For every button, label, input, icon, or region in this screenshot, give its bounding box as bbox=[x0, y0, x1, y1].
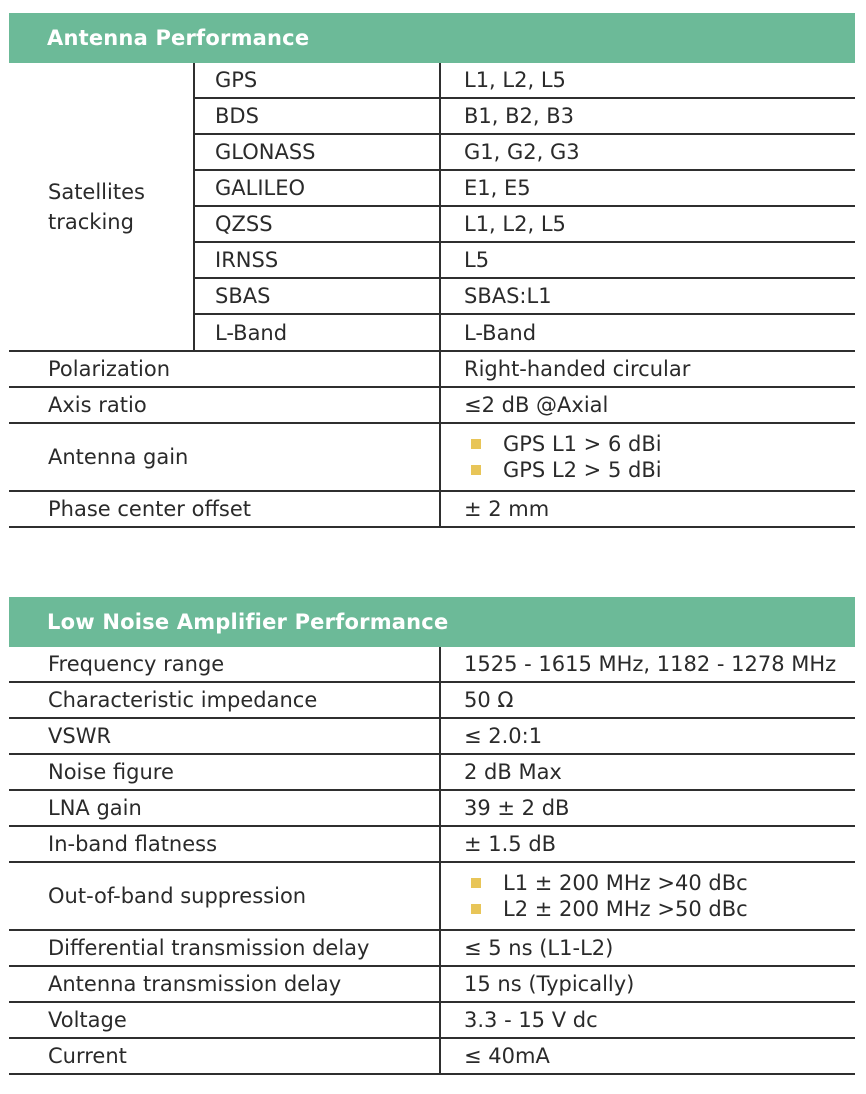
suppression-value: L2 ± 200 MHz >50 dBc bbox=[503, 897, 748, 921]
table-row bbox=[9, 931, 855, 967]
system-bands: SBAS:L1 bbox=[439, 279, 855, 313]
row-label: Characteristic impedance bbox=[48, 688, 318, 712]
section-title: Antenna Performance bbox=[47, 26, 310, 50]
table-row bbox=[9, 683, 855, 719]
system-bands: B1, B2, B3 bbox=[439, 99, 855, 133]
list-item bbox=[471, 871, 748, 895]
row-label: Differential transmission delay bbox=[48, 936, 370, 960]
antenna-performance-header bbox=[9, 13, 855, 63]
list-item bbox=[471, 432, 662, 456]
row-value: 3.3 - 15 V dc bbox=[439, 1003, 855, 1037]
row-value: 2 dB Max bbox=[439, 755, 855, 789]
system-bands: G1, G2, G3 bbox=[439, 135, 855, 169]
bullet-square-icon bbox=[471, 878, 481, 888]
lna-performance-table bbox=[9, 597, 855, 1075]
row-label: Axis ratio bbox=[48, 393, 147, 417]
satellites-list bbox=[193, 63, 855, 350]
satellites-tracking-block bbox=[9, 63, 855, 352]
row-label: Out-of-band suppression bbox=[48, 884, 307, 908]
table-row bbox=[9, 791, 855, 827]
system-name: L-Band bbox=[215, 321, 288, 345]
table-row bbox=[9, 827, 855, 863]
row-value: 1525 - 1615 MHz, 1182 - 1278 MHz bbox=[439, 647, 855, 681]
row-label: Noise figure bbox=[48, 760, 174, 784]
table-row bbox=[195, 315, 855, 351]
row-value: ± 1.5 dB bbox=[439, 827, 855, 861]
row-label: Current bbox=[48, 1044, 127, 1068]
system-name: SBAS bbox=[215, 284, 271, 308]
table-row bbox=[195, 99, 855, 135]
row-label: Polarization bbox=[48, 357, 171, 381]
table-row bbox=[9, 719, 855, 755]
suppression-row bbox=[9, 863, 855, 931]
row-label: Phase center offset bbox=[48, 497, 252, 521]
phase-center-row bbox=[9, 492, 855, 528]
row-value: ≤ 40mA bbox=[439, 1039, 855, 1073]
system-name: GALILEO bbox=[215, 176, 306, 200]
system-bands: E1, E5 bbox=[439, 171, 855, 205]
system-name: GPS bbox=[215, 68, 258, 92]
system-name: BDS bbox=[215, 104, 259, 128]
gain-list bbox=[464, 432, 662, 482]
gain-value: GPS L2 > 5 dBi bbox=[503, 458, 662, 482]
table-row bbox=[9, 967, 855, 1003]
antenna-performance-table bbox=[9, 13, 855, 528]
table-row bbox=[195, 279, 855, 315]
system-bands: L5 bbox=[439, 243, 855, 277]
row-label: Antenna transmission delay bbox=[48, 972, 342, 996]
table-row bbox=[9, 1003, 855, 1039]
list-item bbox=[471, 458, 662, 482]
row-label: VSWR bbox=[48, 724, 112, 748]
row-value: ≤2 dB @Axial bbox=[439, 388, 855, 422]
suppression-value: L1 ± 200 MHz >40 dBc bbox=[503, 871, 748, 895]
row-value: ≤ 2.0:1 bbox=[439, 719, 855, 753]
polarization-row bbox=[9, 352, 855, 388]
table-row bbox=[9, 1039, 855, 1075]
table-row bbox=[195, 63, 855, 99]
row-label: Voltage bbox=[48, 1008, 127, 1032]
table-row bbox=[195, 207, 855, 243]
row-label: Frequency range bbox=[48, 652, 225, 676]
antenna-gain-row bbox=[9, 424, 855, 492]
suppression-list bbox=[464, 871, 748, 921]
row-label: In-band flatness bbox=[48, 832, 218, 856]
list-item bbox=[471, 897, 748, 921]
axis-ratio-row bbox=[9, 388, 855, 424]
section-title: Low Noise Amplifier Performance bbox=[47, 610, 449, 634]
row-value: 39 ± 2 dB bbox=[439, 791, 855, 825]
satellites-tracking-label: Satellites tracking bbox=[48, 179, 145, 234]
bullet-square-icon bbox=[471, 465, 481, 475]
system-bands: L-Band bbox=[439, 315, 855, 351]
row-label: Antenna gain bbox=[48, 445, 189, 469]
table-row bbox=[9, 755, 855, 791]
row-value: 50 Ω bbox=[439, 683, 855, 717]
row-label: LNA gain bbox=[48, 796, 142, 820]
table-row bbox=[9, 647, 855, 683]
row-value: ± 2 mm bbox=[439, 492, 855, 526]
system-name: IRNSS bbox=[215, 248, 279, 272]
row-value: Right-handed circular bbox=[439, 352, 855, 386]
bullet-square-icon bbox=[471, 904, 481, 914]
lna-performance-header bbox=[9, 597, 855, 647]
system-name: GLONASS bbox=[215, 140, 316, 164]
system-bands: L1, L2, L5 bbox=[439, 207, 855, 241]
row-value: ≤ 5 ns (L1-L2) bbox=[439, 931, 855, 965]
bullet-square-icon bbox=[471, 439, 481, 449]
system-name: QZSS bbox=[215, 212, 273, 236]
system-bands: L1, L2, L5 bbox=[439, 63, 855, 97]
gain-value: GPS L1 > 6 dBi bbox=[503, 432, 662, 456]
row-value: 15 ns (Typically) bbox=[439, 967, 855, 1001]
table-row bbox=[195, 171, 855, 207]
table-row bbox=[195, 135, 855, 171]
table-row bbox=[195, 243, 855, 279]
